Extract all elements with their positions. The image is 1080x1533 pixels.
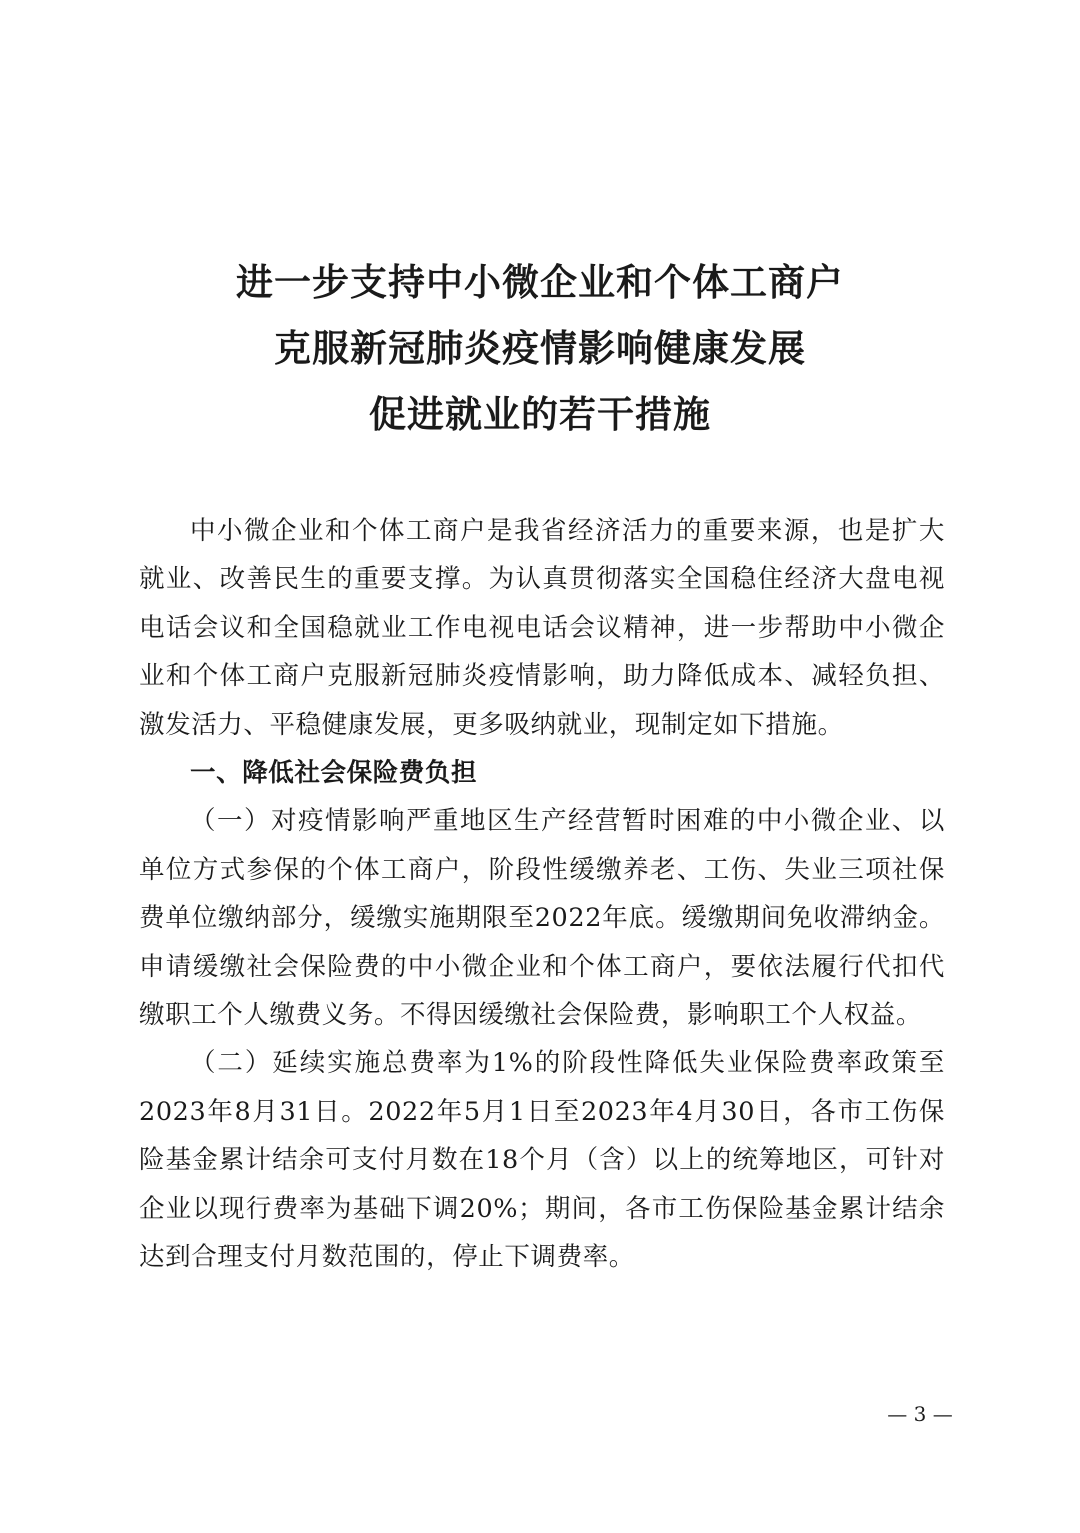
document-title (0, 250, 1080, 448)
item-paragraph-2: （二）延续实施总费率为1%的阶段性降低失业保险费率政策至2023年8月31日。2022年5月1日至2023年4月30日，各市工伤保险基金累计结余可支付月数在18个月（含）以上的统筹地区，可针对企业以现行费率为基础下调20%；期间，各市工伤保险基金累计结余达到合理支付月数范围的，停止下调费率。 (139, 1048, 945, 1273)
page-number: — 3 — (887, 1402, 953, 1426)
title-line-1: 进一步支持中小微企业和个体工商户 (236, 261, 844, 304)
section-heading: 一、降低社会保险费负担 (190, 758, 478, 789)
title-line-2: 克服新冠肺炎疫情影响健康发展 (274, 327, 806, 370)
item-paragraph-1: （一）对疫情影响严重地区生产经营暂时困难的中小微企业、以单位方式参保的个体工商户，阶段性缓缴养老、工伤、失业三项社保费单位缴纳部分，缓缴实施期限至2022年底。缓缴期间免收滞纳金。申请缓缴社会保险费的中小微企业和个体工商户，要依法履行代扣代缴职工个人缴费义务。不得因缓缴社会保险费，影响职工个人权益。 (139, 806, 945, 1031)
intro-paragraph: 中小微企业和个体工商户是我省经济活力的重要来源，也是扩大就业、改善民生的重要支撑。为认真贯彻落实全国稳住经济大盘电视电话会议和全国稳就业工作电视电话会议精神，进一步帮助中小微企业和个体工商户克服新冠肺炎疫情影响，助力降低成本、减轻负担、激发活力、平稳健康发展，更多吸纳就业，现制定如下措施。 (139, 516, 945, 740)
document-body (139, 507, 945, 1282)
title-line-3: 促进就业的若干措施 (369, 393, 711, 436)
